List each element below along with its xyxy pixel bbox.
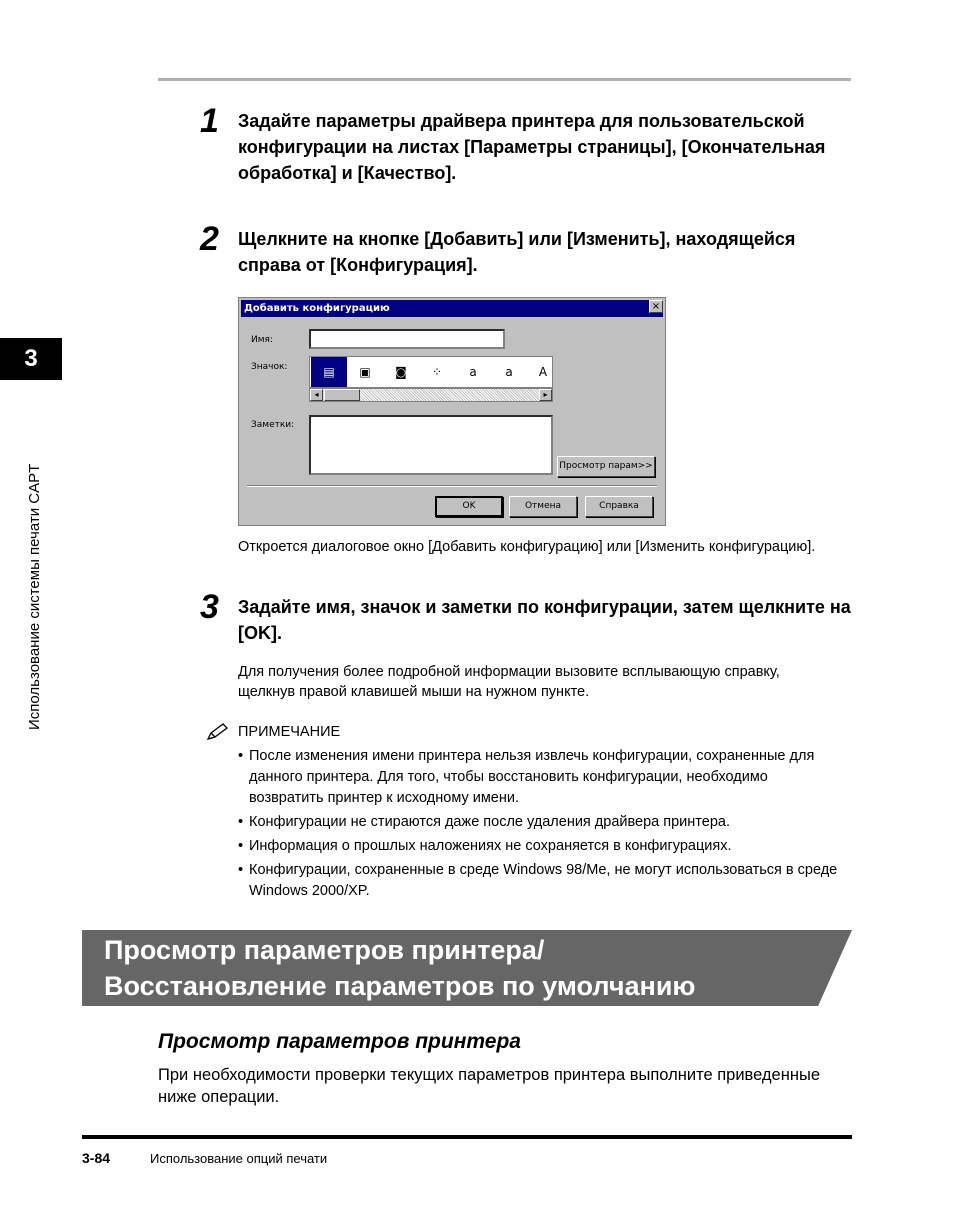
name-input[interactable] (309, 329, 505, 349)
document-icon[interactable]: ▤ (311, 357, 347, 387)
list-item: • Информация о прошлых наложениях не сохраняется в конфигурациях. (238, 836, 838, 857)
step-number: 2 (200, 220, 219, 258)
dots-icon[interactable]: ⁘ (431, 365, 443, 379)
step2-result-text: Откроется диалоговое окно [Добавить конфигурацию] или [Изменить конфигурацию]. (238, 539, 816, 555)
subheading: Просмотр параметров принтера (158, 1030, 521, 1053)
chapter-number: 3 (24, 345, 38, 372)
step3-body-text: Для получения более подробной информации вызовите всплывающую справку, щелкнув правой клавишей мыши на нужном пункте. (238, 664, 780, 700)
cancel-button[interactable]: Отмена (509, 496, 577, 517)
note-title: ПРИМЕЧАНИЕ (238, 724, 341, 740)
ok-button[interactable]: OK (435, 496, 503, 517)
icon-label: Значок: (251, 362, 288, 372)
footer-rule (82, 1135, 852, 1139)
letter-a-icon[interactable]: a (469, 365, 477, 379)
letter-a-caps-icon[interactable]: A (538, 365, 548, 379)
help-button[interactable]: Справка (585, 496, 653, 517)
dialog-titlebar (241, 300, 663, 317)
step-number: 3 (200, 588, 219, 626)
dialog-title: Добавить конфигурацию (244, 303, 390, 314)
icon-scrollbar[interactable] (309, 388, 553, 402)
icon-picker[interactable] (309, 356, 553, 388)
close-button[interactable]: × (649, 300, 663, 313)
note-list (238, 746, 838, 905)
section-title-line-2: Восстановление параметров по умолчанию (104, 971, 696, 1001)
step-text: Задайте параметры драйвера принтера для пользовательской конфигурации на листах [Параметры страницы], [Окончательная обработка] и [Качество]. (238, 111, 826, 183)
dialog-separator (247, 485, 657, 487)
preview-settings-button[interactable]: Просмотр парам>> (557, 456, 655, 477)
pencil-icon (205, 722, 231, 742)
name-label: Имя: (251, 335, 273, 345)
scroll-left-icon[interactable]: ◂ (310, 389, 323, 401)
step-text: Задайте имя, значок и заметки по конфигурации, затем щелкните на [OK]. (238, 597, 851, 643)
top-rule (158, 78, 851, 81)
list-item: • Конфигурации не стираются даже после удаления драйвера принтера. (238, 812, 838, 833)
list-item: • После изменения имени принтера нельзя извлечь конфигурации, сохраненные для данного принтера. Для того, чтобы восстановить конфигурации, необходимо возвратить принтер к исходному имени. (238, 746, 838, 809)
step-number: 1 (200, 102, 219, 140)
scroll-right-icon[interactable]: ▸ (539, 389, 552, 401)
page-number: 3-84 (82, 1150, 111, 1166)
notes-textarea[interactable] (309, 415, 553, 475)
scroll-thumb[interactable] (324, 389, 360, 401)
chapter-tab (0, 338, 62, 380)
color-document-icon[interactable]: ▣ (359, 365, 371, 379)
chapter-side-title: Использование системы печати CAPT (26, 463, 43, 730)
section-body-text: При необходимости проверки текущих параметров принтера выполните приведенные ниже операции. (158, 1066, 820, 1106)
footer-title: Использование опций печати (150, 1151, 328, 1166)
step-text: Щелкните на кнопке [Добавить] или [Изменить], находящейся справа от [Конфигурация]. (238, 229, 796, 275)
notes-label: Заметки: (251, 420, 295, 430)
note-header (205, 722, 340, 742)
list-item: • Конфигурации, сохраненные в среде Windows 98/Me, не могут использоваться в среде Windows 2000/XP. (238, 860, 838, 902)
section-title-line-1: Просмотр параметров принтера/ (104, 935, 545, 965)
photo-icon[interactable]: ◙ (395, 365, 407, 379)
letter-a-gear-icon[interactable]: a (505, 365, 513, 379)
section-title (104, 932, 824, 1004)
add-configuration-dialog (238, 297, 666, 526)
